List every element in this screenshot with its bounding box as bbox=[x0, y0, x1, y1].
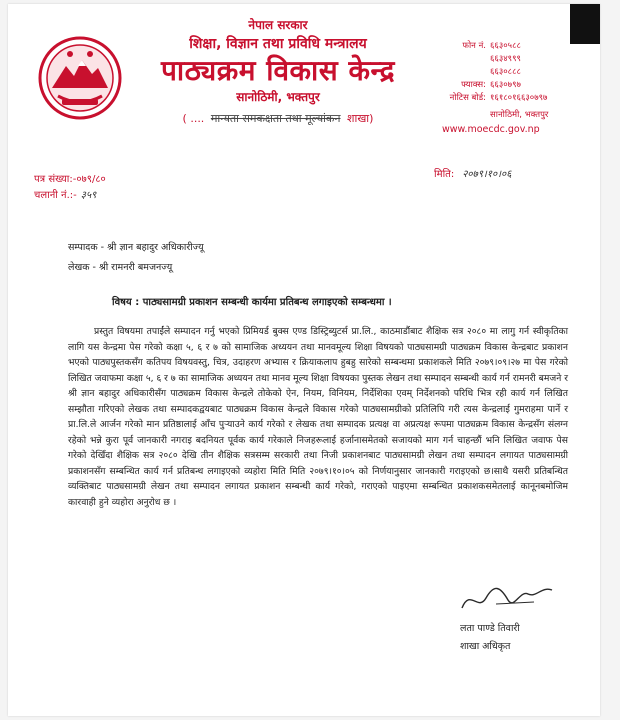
chalani-value: ३५९ bbox=[80, 190, 97, 201]
government-emblem-logo bbox=[38, 36, 122, 120]
recipient-editor: सम्पादक - श्री ज्ञान बहादुर अधिकारीज्यू bbox=[68, 242, 204, 253]
patra-value: ०७९/८० bbox=[76, 174, 106, 185]
contact-block bbox=[438, 40, 588, 136]
office-name: पाठ्यक्रम विकास केन्द्र bbox=[160, 54, 396, 87]
section-struck-text: मान्यता समकक्षता तथा मूल्यांकन bbox=[210, 112, 341, 126]
section-line bbox=[128, 111, 428, 126]
office-location: सानोठिमी, भक्तपुर bbox=[236, 90, 320, 105]
handwritten-signature bbox=[456, 578, 576, 618]
signatory-name: लता पाण्डे तिवारी bbox=[460, 623, 520, 634]
subject-line: विषय : पाठ्यसामग्री प्रकाशन सम्बन्धी कार्यमा प्रतिबन्ध लगाइएको सम्बन्धमा । bbox=[112, 297, 392, 308]
fax-number: ६६३०७९७ bbox=[490, 80, 521, 90]
section-suffix: शाखा) bbox=[346, 112, 374, 126]
date-value: २०७९।१०।०६ bbox=[462, 169, 512, 180]
government-line: नेपाल सरकार bbox=[248, 18, 308, 32]
phone-label: फोन नं. bbox=[462, 41, 486, 51]
website-link[interactable]: www.moecdc.gov.np bbox=[442, 124, 540, 135]
reference-block bbox=[34, 172, 106, 204]
notice-label: नोटिस बोर्ड: bbox=[449, 93, 486, 103]
signatory-title: शाखा अधिकृत bbox=[460, 641, 511, 652]
patra-label: पत्र संख्या:- bbox=[34, 174, 77, 185]
phone-3: ६६३०८८८ bbox=[490, 67, 521, 77]
phone-1: ६६३०५८८ bbox=[490, 41, 521, 51]
contact-address: सानोठिमी, भक्तपुर bbox=[490, 110, 549, 120]
signatory-block bbox=[460, 620, 520, 656]
letterhead-title-block bbox=[128, 16, 428, 126]
notice-number: १६१८०१६६३०७९७ bbox=[490, 93, 548, 103]
scan-corner bbox=[570, 4, 600, 44]
fax-label: फ्याक्स: bbox=[461, 80, 486, 90]
date-label: मिति: bbox=[434, 169, 455, 180]
recipient-author: लेखक - श्री रामनरी बमजनज्यू bbox=[68, 262, 173, 273]
recipients-block bbox=[68, 238, 204, 278]
letter-page bbox=[8, 4, 600, 716]
ministry-line: शिक्षा, विज्ञान तथा प्रविधि मन्त्रालय bbox=[189, 36, 367, 52]
date-block bbox=[434, 166, 511, 180]
letter-body: प्रस्तुत विषयमा तपाईंले सम्पादन गर्नु भएको प्रिमियर्ड बुक्स एण्ड डिस्ट्रिब्युटर्स प्रा.लि., काठमाडौंबाट शैक्षिक सत्र २०८० मा लागु गर्न स्वीकृतिका लागि यस केन्द्रमा पेस गरेको कक्षा ५, ६ र ७ को सामाजिक अध्ययन तथा मानवमूल्य शिक्षा विषयको पाठ्यसामग्री पाठ्यक्रम विकास केन्द्रबाट प्रकाशन भएको पाठ्यपुस्तकसँग कतिपय विषयवस्तु, चित्र, उदाहरण अभ्यास र क्रियाकलाप हुबहु सारेको सम्बन्धमा प्रकाशकले मिति २०७९।०९।२७ मा पेस गरेको लिखित जवाफमा कक्षा ५, ६ र ७ का सामाजिक अध्ययन तथा मानव मूल्य शिक्षा विषयका पुस्तक लेखन तथा सम्पादन सम्बन्धी कार्य गर्न रामनरी बमजने र श्री ज्ञान बहादुर अधिकारीसँग पाठ्यक्रम विकास केन्द्रले तोकेको ऐन, नियम, विनियम, निर्देशिका एवम् निर्देशनको परिधि भित्र रही कार्य गर्न लिखित सम्झौता गरिएको लेखक तथा सम्पादकद्वयबाट पाठ्यक्रम विकास केन्द्रले विकास गरेको पाठ्यसामग्रीको प्रतिलिपि गरी त्यस केन्द्रलाई गुमराहमा पार्ने र प्रा.लि.ले आर्जन गरेको मान प्रतिष्ठालाई आँच पुर्‍याउने कार्य गरेको र लेखक तथा सम्पादक प्रत्यक्ष वा अप्रत्यक्ष रूपमा पाठ्यक्रम विकास केन्द्रसँग संलग्न रहेको भन्ने कुरा पूर्व जानकारी नगराइ बदनियत पूर्वक कार्य गरेकाले निजहरूलाई हर्जानासमेतको सजायको माग गर्न चाहन्छौं भनि लिखित जवाफ पेस गरेको देखिँदा शैक्षिक सत्र २०८० देखि तीन शैक्षिक सत्रसम्म सरकारी तथा निजी प्रकाशनबाट पाठ्यसामग्री लेखन तथा सम्पादन लगायत पाठ्यसामग्री प्रकाशनसँग सम्बन्धित कार्य गर्न प्रतिबन्ध लगाइएको व्यहोरा मिति मिति २०७९।१०।०५ को निर्णयानुसार जानकारी गराइएको छ।साथै यसरी प्रतिबन्धित व्यक्तिबाट पाठ्यसामग्री लेखन तथा सम्पादन लगायत प्रकाशन सम्बन्धी कार्य गरेको, गराएको पाइएमा सम्बन्धित प्रकाशकसमेतलाई कानूनबमोजिम कारवाही हुने व्यहोरा अनुरोध छ । bbox=[68, 326, 568, 508]
chalani-label: चलानी नं.:- bbox=[34, 190, 77, 201]
section-prefix: ( .... bbox=[182, 112, 205, 126]
phone-2: ६६३४९९९ bbox=[490, 54, 521, 64]
